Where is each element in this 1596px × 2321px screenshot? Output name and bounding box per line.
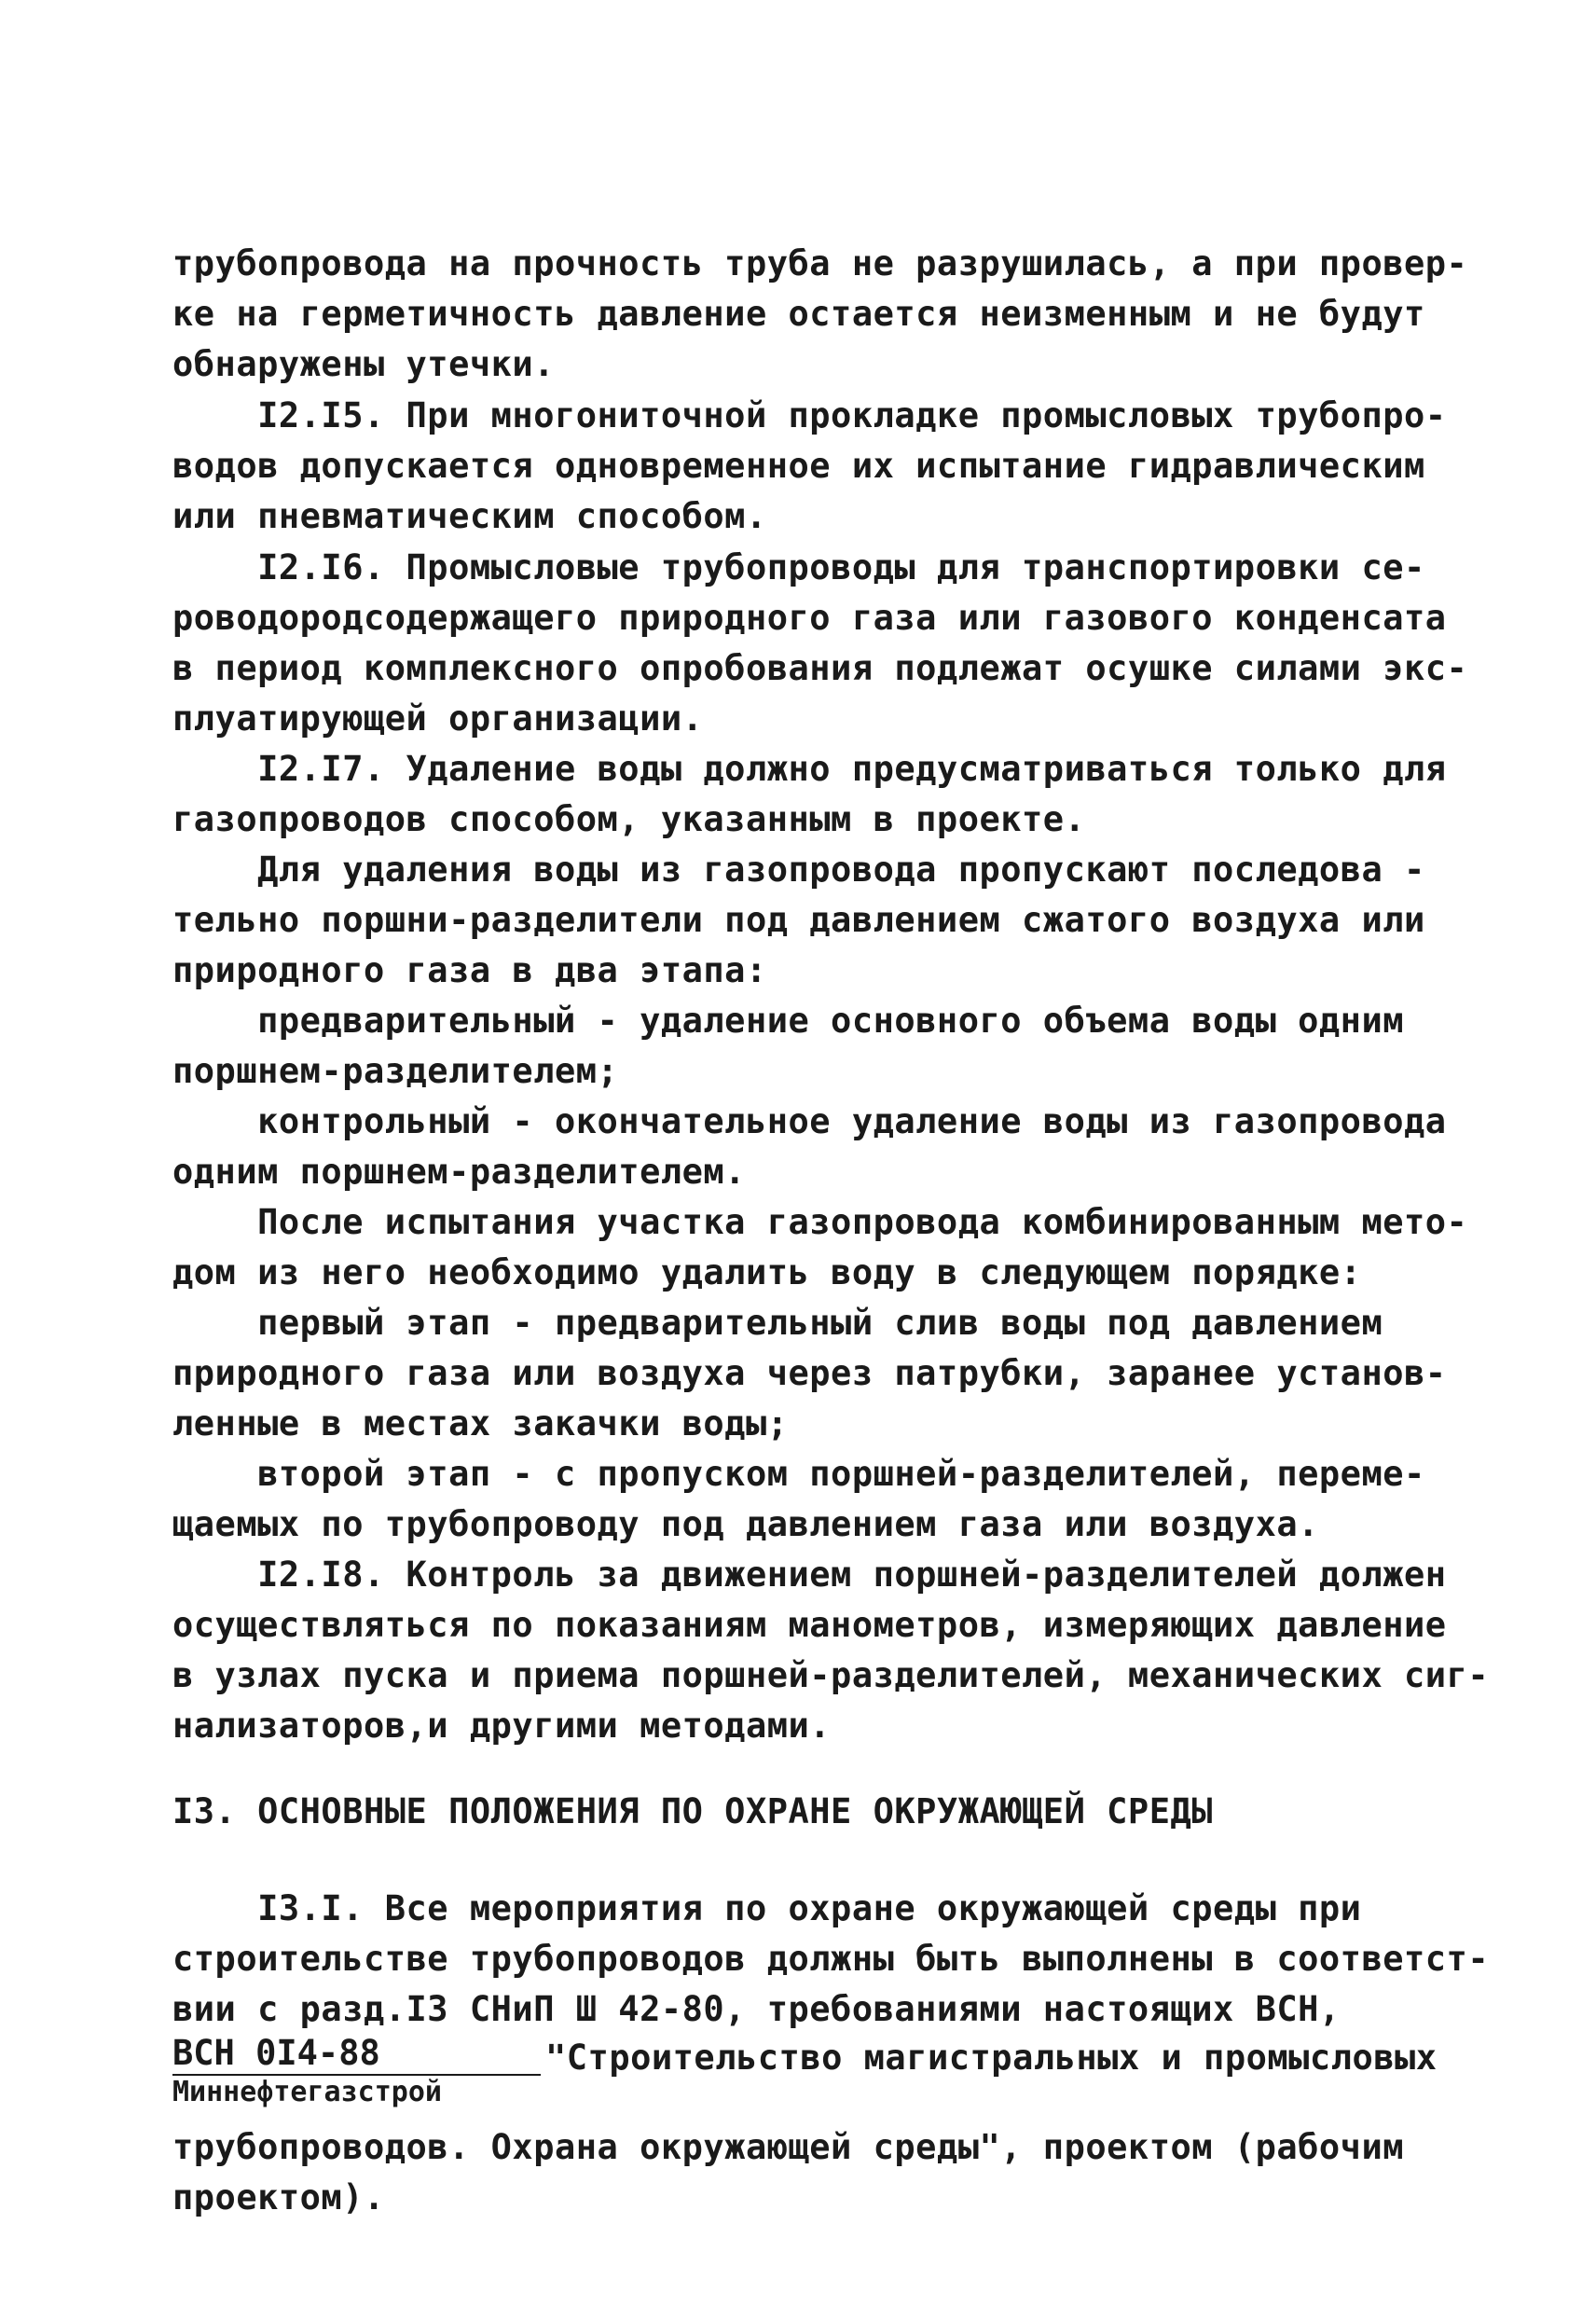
text-line: нализаторов,и другими методами. [172, 1706, 832, 1746]
text-line: второй этап - с пропуском поршней-разделителей, переме- [172, 1454, 1425, 1494]
text-line: первый этап - предварительный слив воды под давлением [172, 1303, 1383, 1343]
text-line: трубопровода на прочность труба не разрушилась, а при провер- [172, 243, 1468, 283]
text-line: обнаружены утечки. [172, 344, 555, 384]
text-line: После испытания участка газопровода комбинированным мето- [172, 1202, 1468, 1242]
text-line: I2.I8. Контроль за движением поршней-разделителей должен [172, 1554, 1447, 1595]
text-line: щаемых по трубопроводу под давлением газа или воздуха. [172, 1504, 1319, 1544]
text-line: предварительный - удаление основного объема воды одним [172, 1001, 1405, 1041]
text-line: ке на герметичность давление остается неизменным и не будут [172, 294, 1425, 334]
text-line: I2.I7. Удаление воды должно предусматриваться только для [172, 749, 1447, 789]
text-line: дом из него необходимо удалить воду в следующем порядке: [172, 1252, 1362, 1292]
text-line: роводородсодержащего природного газа или газового конденсата [172, 598, 1447, 638]
text-line: в узлах пуска и приема поршней-разделителей, механических сиг- [172, 1655, 1490, 1695]
text-line: поршнем-разделителем; [172, 1051, 619, 1091]
text-line: строительстве трубопроводов должны быть выполнены в соответст- [172, 1939, 1490, 1979]
section-heading: I3. ОСНОВНЫЕ ПОЛОЖЕНИЯ ПО ОХРАНЕ ОКРУЖАЮЩЕЙ СРЕДЫ [172, 1791, 1214, 1831]
reference-numerator: ВСН 0I4-88 [172, 2033, 541, 2076]
text-line: водов допускается одновременное их испытание гидравлическим [172, 446, 1425, 486]
text-line: тельно поршни-разделители под давлением сжатого воздуха или [172, 900, 1425, 940]
reference-title: "Строительство магистральных и промысловых [545, 2038, 1438, 2078]
text-line: в период комплексного опробования подлежат осушке силами экс- [172, 648, 1468, 688]
text-line: контрольный - окончательное удаление воды из газопровода [172, 1101, 1447, 1141]
text-line: или пневматическим способом. [172, 496, 767, 536]
text-line: природного газа в два этапа: [172, 950, 767, 990]
text-line: природного газа или воздуха через патрубки, заранее установ- [172, 1353, 1447, 1393]
text-line: Для удаления воды из газопровода пропускают последова - [172, 850, 1425, 890]
text-line: вии с разд.I3 СНиП Ш 42-80, требованиями настоящих ВСН, [172, 1989, 1341, 2029]
text-line: плуатирующей организации. [172, 698, 704, 739]
text-line: ленные в местах закачки воды; [172, 1403, 789, 1444]
text-line: I2.I5. При многониточной прокладке промысловых трубопро- [172, 395, 1447, 435]
text-line: осуществляться по показаниям манометров, измеряющих давление [172, 1605, 1447, 1645]
text-line: газопроводов способом, указанным в проекте. [172, 799, 1086, 839]
text-line: проектом). [172, 2177, 385, 2217]
text-line: I2.I6. Промысловые трубопроводы для транспортировки се- [172, 547, 1425, 587]
text-line: I3.I. Все мероприятия по охране окружающей среды при [172, 1888, 1362, 1928]
reference-fraction [172, 2033, 541, 2109]
text-line: трубопроводов. Охрана окружающей среды", проектом (рабочим [172, 2127, 1405, 2167]
text-line: одним поршнем-разделителем. [172, 1152, 746, 1192]
reference-denominator: Миннефтегазстрой [172, 2076, 442, 2108]
